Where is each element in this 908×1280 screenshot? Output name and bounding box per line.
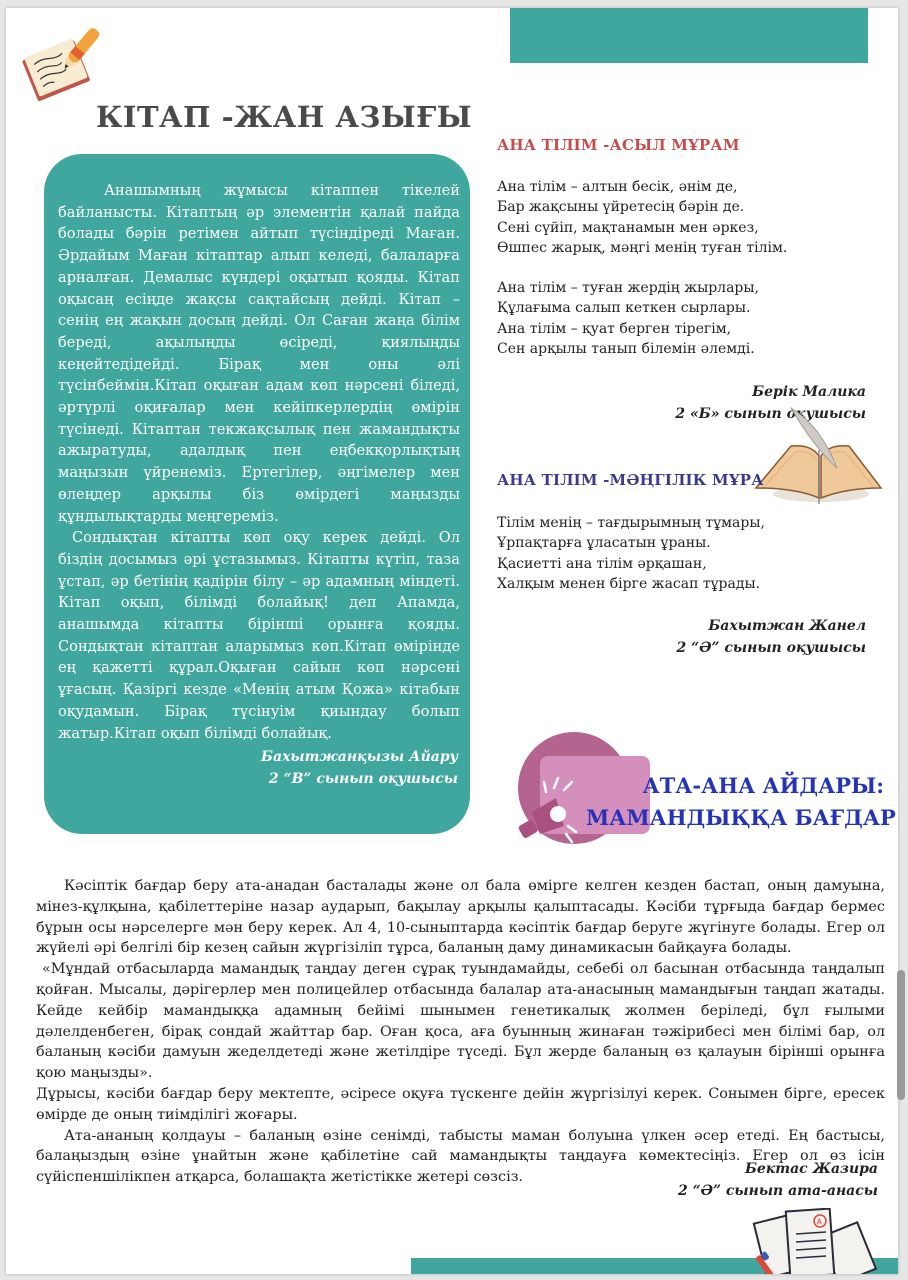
poem1-stanza-1	[497, 177, 787, 258]
essay-author: Бахытжанқызы Айару	[261, 749, 458, 766]
poem-line: Құлағыма салып кеткен сырлары.	[497, 300, 751, 317]
poem2-signature	[566, 615, 866, 659]
section-title-line2: МАМАНДЫҚҚА БАҒДАР	[586, 805, 896, 830]
poem2-author-class: 2 “Ә” сынып оқушысы	[676, 640, 866, 656]
svg-text:A: A	[816, 1217, 822, 1227]
newsletter-page	[6, 8, 898, 1274]
notebook-pen-icon	[18, 20, 103, 105]
poem-line: Тілім менің – тағдырымның тұмары,	[497, 515, 765, 531]
poem2-author: Бахытжан Жанел	[708, 618, 866, 634]
poem-line: Бар жақсыны үйретесің бәрін де.	[497, 199, 745, 216]
poem1-body	[497, 177, 787, 379]
poem-line: Ана тілім – алтын бесік, әнім де,	[497, 179, 738, 195]
top-accent-bar	[510, 8, 868, 63]
essay-paragraph: Анашымның жұмысы кітаппен тікелей байланысты. Кітаптың әр элементін қалай пайда болады бәрін ретімен айтып түсіндіреді Маған. Әрдайым Маған кітаптар алып келеді, балаларға арналған. Демалыс күндері оқытып қояды. Кітап оқысаң есіңде жақсы сақтайсың дейді. Кітап – сенің ең жақын досың дейді. Ол Саған жаңа білім береді, ақылыңды өсіреді, қиялыңды кеңейтедідейді. Бірақ мен оны әлі түсінбеймін.Кітап оқыған адам көп нәрсені біледі, әртүрлі оқиғалар мен кейіпкерлердің өмірін түсінеді. Кітаптан текжақсылық пен жамандықты ажыратуды, адалдық пен еңбекқорлықтың маңызын үйренеміз. Ертегілер, әңгімелер мен өлеңдер арқылы біз өмірдегі маңызды құндылықтарды меңгереміз.	[58, 182, 460, 525]
poem1-author: Берік Малика	[752, 384, 866, 400]
poem-line: Ана тілім – қуат берген тірегім,	[497, 320, 732, 337]
poem2-stanza-1	[497, 513, 765, 594]
poem2-body	[497, 513, 765, 614]
poem1-author-class: 2 «Б» сынып оқушысы	[675, 406, 866, 422]
scrollbar-thumb[interactable]	[897, 970, 905, 1100]
section-title-line1: АТА-АНА АЙДАРЫ:	[642, 773, 884, 798]
article-signature	[578, 1158, 878, 1202]
page-title: КІТАП -ЖАН АЗЫҒЫ	[96, 100, 473, 134]
poem-line: Қасиетті ана тілім әрқашан,	[497, 555, 707, 572]
poem-line: Сен арқылы танып білемін әлемді.	[497, 341, 755, 358]
article-body	[36, 876, 885, 1188]
article-paragraph: Ата-ананың қолдауы – баланың өзіне сенімді, табысты маман болуына үлкен әсер етеді. Ең бастысы, балаңыздың өзіне ұнайтын және қабілетіне сай мамандықты таңдауға көмектесіңіз. Егер ол өз ісін сүйіспеншілікпен атқарса, болашақта жетістікке жетері сөзсіз.	[36, 1127, 885, 1186]
poem-line: Сені сүйіп, мақтанамын мен әркез,	[497, 219, 759, 236]
poem-line: Халқым менен бірге жасап тұрады.	[497, 575, 761, 592]
essay-author-class: 2 “В” сынып оқушысы	[268, 771, 458, 788]
essay-paragraph: Сондықтан кітапты көп оқу керек дейді. Ол біздің досымыз әрі ұстазымыз. Кітапты күтіп, таза ұстап, әр бетінің қадірін білу – әр адамның міндеті. Кітап оқып, білімді болайық! деп Апамда, анашымда кітапты бірінші орынға қояды. Сондықтан кітаптан аларымыз көп.Кітап өмірінде ең қажетті құрал.Оқыған сайын көп нәрсені ұғасың. Қазіргі кезде «Менің атым Қожа» кітабын оқудамын. Бірақ түсінуім қиындау болып жатыр.Кітап оқып білімді болайық.	[58, 529, 460, 742]
article-author: Бектас Жазира	[744, 1161, 878, 1177]
graded-papers-icon	[748, 1208, 878, 1274]
essay-card	[44, 154, 470, 834]
article-paragraph: Дұрысы, кәсіби бағдар беру мектепте, әсіресе оқуға түскенге дейін жүргізілуі керек. Сонымен бірге, ересек өмірде де оның тиімділігі жоғары.	[36, 1085, 885, 1123]
article-paragraph: «Мұндай отбасыларда мамандық таңдау деген сұрақ туындамайды, себебі ол басынан отбасында таңдалып қойған. Мысалы, дәрігерлер мен полицейлер отбасында балалар ата-анасының мамандығын таңдап жатады. Кейде кейбір мамандыққа адамның бейімі шынымен генетикалық жолмен беріледі, бұл ғылыми дәлелденбеген, бірақ сондай жайттар бар. Оған қоса, аға буынның жинаған тәжірибесі мен білімі бар, ол баланың кәсіби дамуын жеделдетеді және жетілдіре түседі. Бұл жерде баланың өз қалауын бірінші орынға қою маңызды».	[36, 961, 885, 1082]
poem1-title: АНА ТІЛІМ -АСЫЛ МҰРАМ	[497, 136, 740, 154]
article-author-class: 2 “Ә” сынып ата-анасы	[678, 1183, 878, 1199]
poem2-title: АНА ТІЛІМ -МӘҢГІЛІК МҰРА	[497, 471, 764, 489]
section-title	[586, 770, 896, 834]
poem-line: Өшпес жарық, мәңгі менің туған тілім.	[497, 239, 788, 256]
poem1-stanza-2	[497, 278, 787, 359]
open-book-quill-icon	[751, 406, 886, 511]
article-paragraph: Кәсіптік бағдар беру ата-анадан басталады және ол бала өмірге келген кезден бастап, оның дамуына, мінез-құлқына, қабілеттеріне назар аударып, бақылау арқылы қалыптасады. Кәсіби тұрғыда бағдар бермес бұрын осы нәрселерге мән беру керек. Ал 4, 10-сыныптарда кәсіптік бағдар беруге жүгінуге болады. Егер ол жүйелі әрі белгілі бір кезең сайын жүргізіліп тұрса, баланың даму динамикасын байқауға болады.	[36, 878, 885, 957]
poem-line: Ана тілім – туған жердің жырлары,	[497, 280, 759, 297]
poem-line: Ұрпақтарға ұласатын ұраны.	[497, 535, 711, 552]
